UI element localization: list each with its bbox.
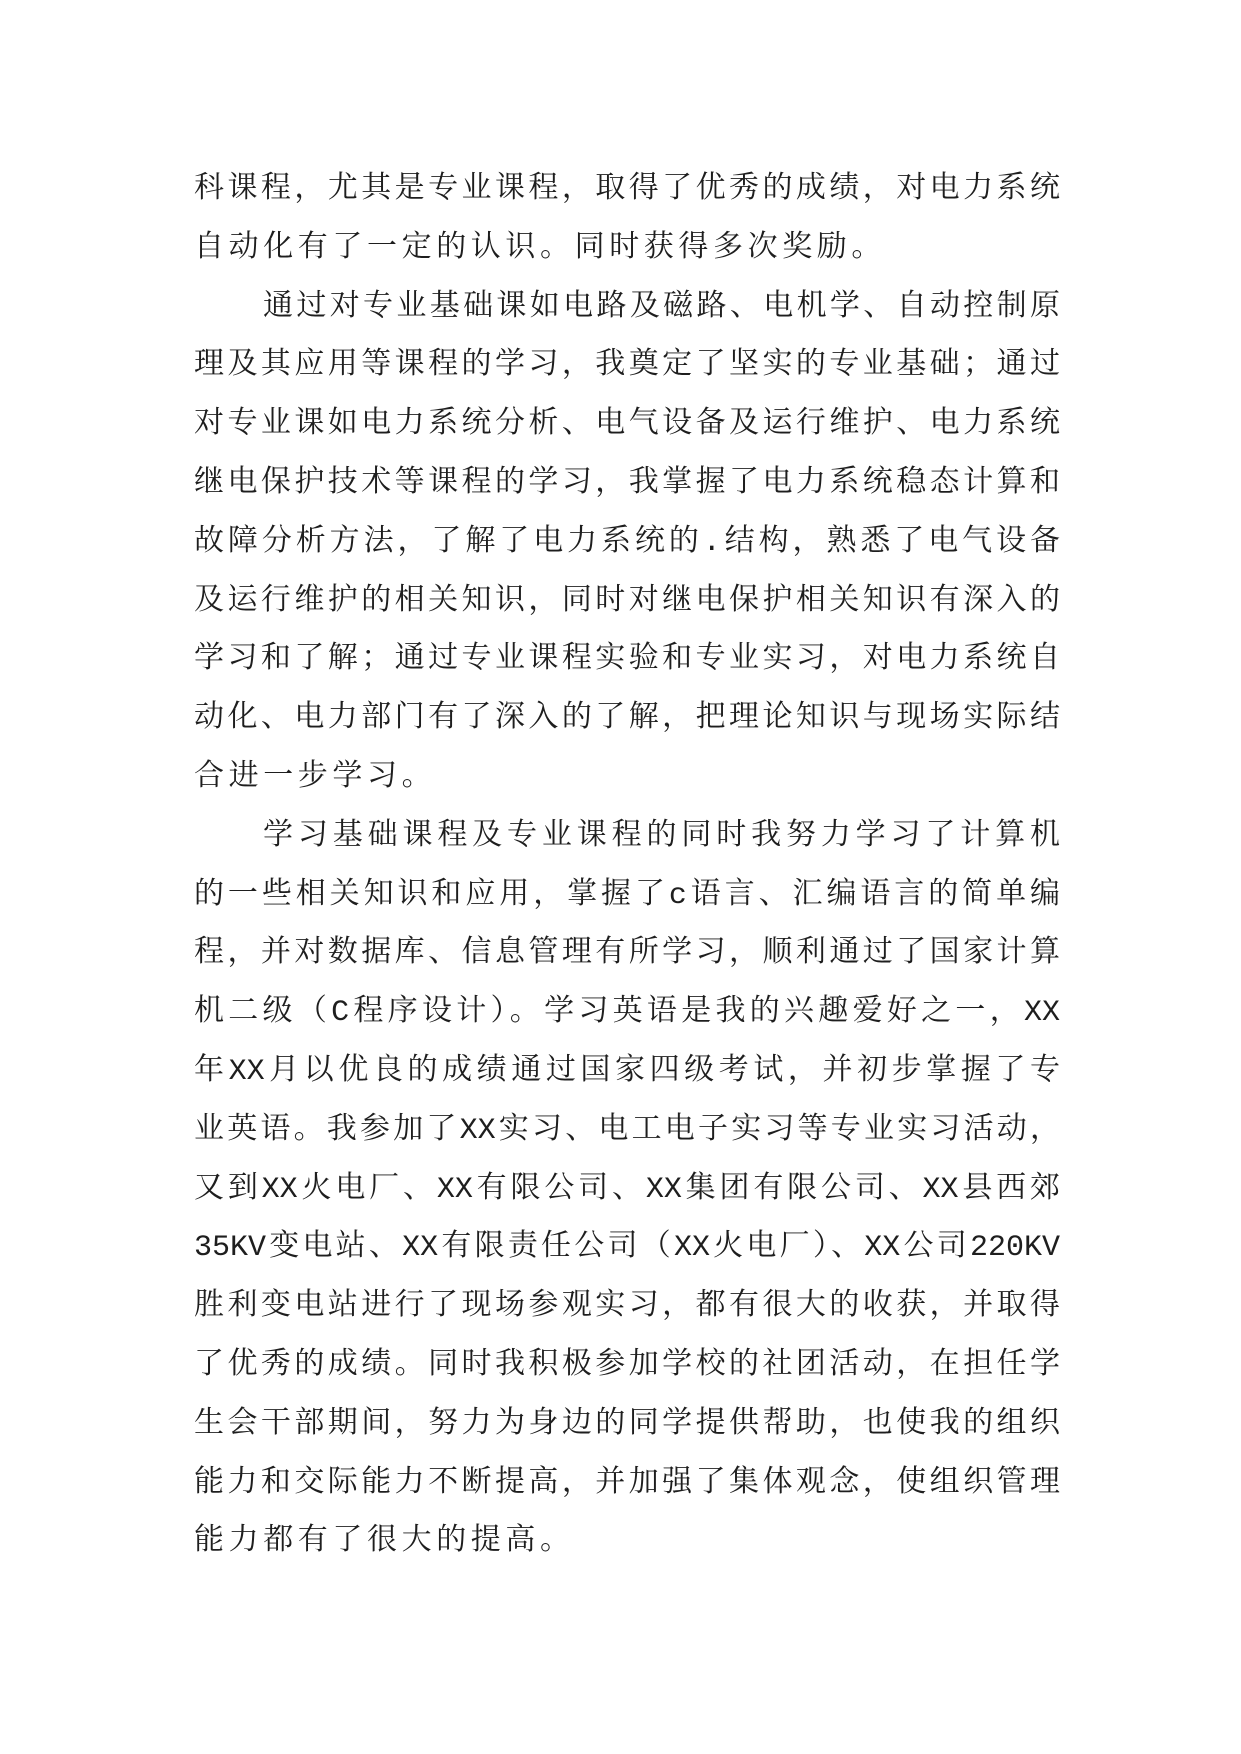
text-line: 胜利变电站进行了现场参观实习，都有很大的收获，并取得 [194, 1290, 1060, 1325]
text-line: 动化、电力部门有了深入的了解，把理论知识与现场实际结 [194, 702, 1060, 737]
text-line: 程，并对数据库、信息管理有所学习，顺利通过了国家计算 [194, 937, 1060, 972]
text-line: 年XX月以优良的成绩通过国家四级考试，并初步掌握了专 [194, 1054, 1060, 1089]
text-line: 又到XX火电厂、XX有限公司、XX集团有限公司、XX县西郊 [194, 1172, 1060, 1207]
text-line: 35KV变电站、XX有限责任公司（XX火电厂）、XX公司220KV [194, 1231, 1060, 1266]
text-line: 业英语。我参加了XX实习、电工电子实习等专业实习活动， [194, 1113, 1060, 1148]
text-line: 学习基础课程及专业课程的同时我努力学习了计算机 [263, 819, 1060, 854]
text-line: 能力和交际能力不断提高，并加强了集体观念，使组织管理 [194, 1466, 1060, 1501]
text-line: 学习和了解；通过专业课程实验和专业实习，对电力系统自 [194, 643, 1060, 678]
text-line: 自动化有了一定的认识。同时获得多次奖励。 [194, 231, 886, 266]
text-line: 的一些相关知识和应用，掌握了c语言、汇编语言的简单编 [194, 878, 1060, 913]
text-line: 故障分析方法，了解了电力系统的.结构，熟悉了电气设备 [194, 525, 1060, 560]
paragraph [194, 279, 1060, 808]
text-line: 对专业课如电力系统分析、电气设备及运行维护、电力系统 [194, 408, 1060, 443]
text-line: 合进一步学习。 [194, 760, 437, 795]
text-line: 及运行维护的相关知识，同时对继电保护相关知识有深入的 [194, 584, 1060, 619]
text-line: 生会干部期间，努力为身边的同学提供帮助，也使我的组织 [194, 1407, 1060, 1442]
text-line: 能力都有了很大的提高。 [194, 1525, 575, 1560]
text-line: 理及其应用等课程的学习，我奠定了坚实的专业基础；通过 [194, 349, 1060, 384]
text-line: 通过对专业基础课如电路及磁路、电机学、自动控制原 [263, 290, 1060, 325]
paragraph [194, 161, 1060, 279]
text-line: 机二级（C程序设计）。学习英语是我的兴趣爱好之一，XX [194, 996, 1060, 1031]
text-line: 了优秀的成绩。同时我积极参加学校的社团活动，在担任学 [194, 1348, 1060, 1383]
paragraph [194, 808, 1060, 1572]
text-line: 科课程，尤其是专业课程，取得了优秀的成绩，对电力系统 [194, 173, 1060, 207]
text-line: 继电保护技术等课程的学习，我掌握了电力系统稳态计算和 [194, 466, 1060, 501]
document-body [194, 161, 1060, 1572]
